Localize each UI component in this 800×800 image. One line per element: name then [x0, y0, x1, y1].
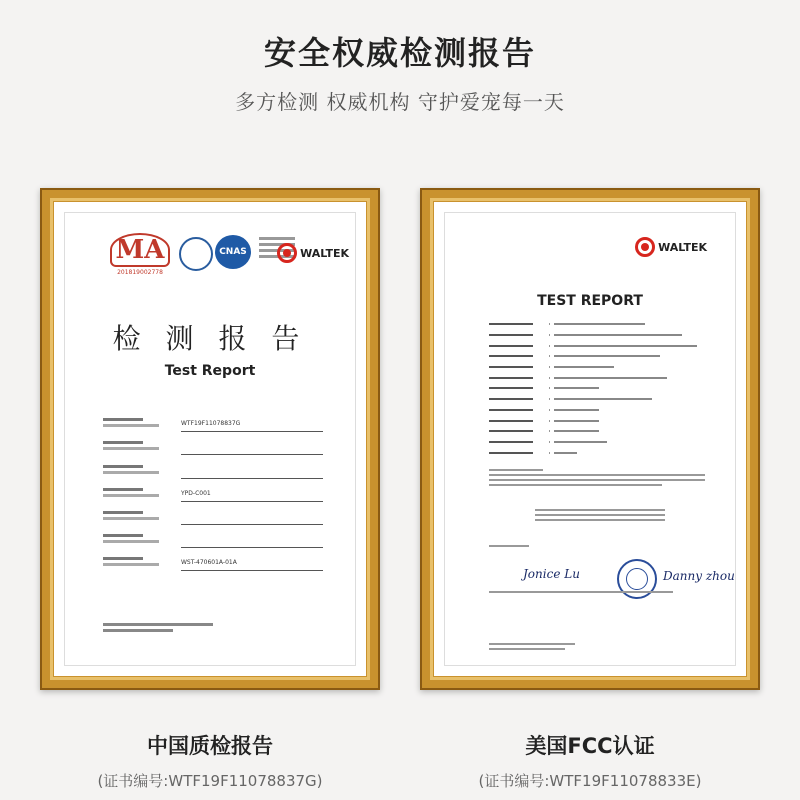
report-field-row	[103, 548, 323, 571]
remarks-text	[489, 469, 705, 489]
field-label	[103, 557, 181, 571]
report-field-row	[489, 362, 705, 373]
caption-cn-title: 中国质检报告	[147, 734, 273, 758]
waltek-logo-text: WALTEK	[658, 240, 707, 254]
field-label	[103, 534, 181, 548]
document-footer	[103, 623, 213, 635]
report-field-row	[489, 319, 705, 330]
waltek-logo	[635, 237, 707, 257]
product-name-value	[181, 467, 323, 479]
report-field-row	[489, 426, 705, 437]
manufacturer-value	[181, 513, 323, 525]
prepared-by-block	[535, 509, 665, 524]
cnas-icon: CNAS	[215, 235, 251, 269]
report-field-row	[489, 340, 705, 351]
report-field-row	[489, 415, 705, 426]
test-report-document-fcc	[444, 212, 736, 666]
report-fields	[103, 409, 323, 571]
field-label	[103, 418, 181, 432]
page-subtitle: 多方检测 权威机构 守护爱宠每一天	[235, 90, 565, 114]
report-number-value: WTF19F11078837G	[181, 420, 323, 432]
cma-logo	[109, 233, 171, 276]
signature-compiler: Jonice Lu	[523, 567, 580, 581]
signature-names	[489, 591, 705, 596]
document-footer	[489, 643, 705, 653]
report-field-row	[489, 372, 705, 383]
report-field-row	[103, 432, 323, 455]
applicant-value	[181, 443, 323, 455]
report-form-number-value: WST-470601A-01A	[181, 559, 323, 571]
accreditation-logos	[109, 233, 349, 283]
report-title: TEST REPORT	[537, 293, 643, 309]
certificate-frame-fcc	[420, 188, 760, 690]
field-label	[103, 465, 181, 479]
field-label	[103, 488, 181, 502]
field-label	[103, 441, 181, 455]
test-type-value	[181, 536, 323, 548]
report-field-row	[103, 409, 323, 432]
report-fields	[489, 319, 705, 458]
report-field-row	[489, 330, 705, 341]
waltek-logo	[277, 243, 349, 263]
caption-fcc-title: 美国FCC认证	[525, 734, 655, 758]
compiled-by-label	[489, 545, 529, 550]
report-field-row	[103, 479, 323, 502]
report-field-row	[489, 351, 705, 362]
report-field-row	[103, 455, 323, 478]
caption-fcc-cert-number: (证书编号:WTF19F11078833E)	[478, 772, 702, 790]
model-number-value: YPD-C001	[181, 490, 323, 502]
certificate-frame-cn	[40, 188, 380, 690]
caption-cn-cert-number: (证书编号:WTF19F11078837G)	[97, 772, 323, 790]
report-field-row	[103, 525, 323, 548]
report-field-row	[489, 383, 705, 394]
signature-approver: Danny zhou	[663, 569, 735, 583]
ilac-mra-icon	[179, 237, 213, 271]
page-title: 安全权威检测报告	[263, 34, 536, 72]
waltek-mark-icon	[635, 237, 655, 257]
cma-number: 201819002778	[117, 269, 163, 276]
report-field-row	[489, 437, 705, 448]
report-heading-en: Test Report	[164, 363, 256, 379]
report-field-row	[489, 447, 705, 458]
report-field-row	[103, 502, 323, 525]
waltek-logo-text: WALTEK	[300, 246, 349, 260]
report-field-row	[489, 405, 705, 416]
waltek-mark-icon	[277, 243, 297, 263]
cma-mark-icon: MA	[110, 233, 171, 267]
report-field-row	[489, 394, 705, 405]
test-report-document-cn	[64, 212, 356, 666]
field-label	[103, 511, 181, 525]
report-heading-cn: 检 测 报 告	[112, 322, 308, 355]
